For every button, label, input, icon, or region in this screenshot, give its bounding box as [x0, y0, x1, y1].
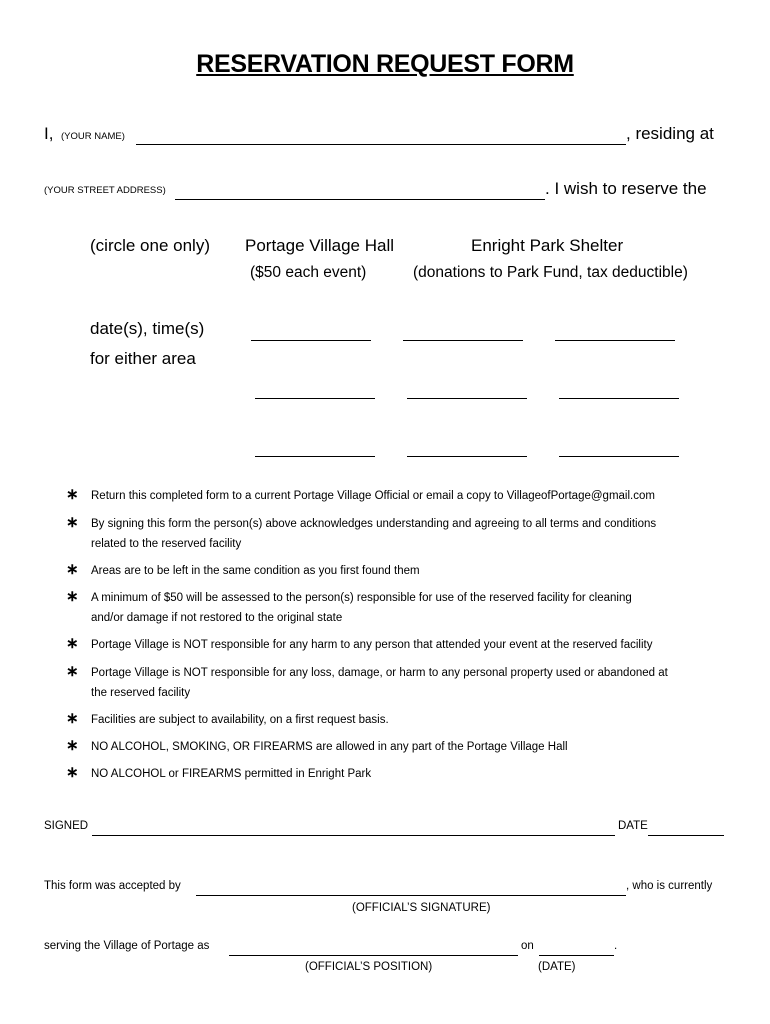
bullet-icon: ∗ [66, 588, 79, 605]
bullet-icon: ∗ [66, 663, 79, 680]
address-label: (YOUR STREET ADDRESS) [44, 185, 166, 196]
official-position-caption: (OFFICIAL’S POSITION) [305, 961, 433, 973]
rule-item: Return this completed form to a current Portage Village Official or email a copy to VillageofPortage@gmail.com [91, 490, 655, 502]
dates-label: date(s), time(s) [90, 319, 205, 338]
bullet-icon: ∗ [66, 514, 79, 531]
bullet-icon: ∗ [66, 764, 79, 781]
date-field[interactable] [559, 397, 679, 399]
on-text: on [521, 940, 534, 952]
date-field[interactable] [555, 339, 675, 341]
dates-label-2: for either area [90, 349, 196, 368]
official-signature-field[interactable] [196, 894, 626, 896]
name-field[interactable] [136, 143, 626, 145]
accepted-prefix: This form was accepted by [44, 880, 181, 892]
name-prefix: I, [44, 124, 54, 143]
signed-date-field[interactable] [648, 834, 724, 836]
signed-label: SIGNED [44, 820, 89, 832]
circle-one-instruction: (circle one only) [90, 236, 210, 255]
signature-field[interactable] [92, 834, 615, 836]
date-field[interactable] [255, 455, 375, 457]
bullet-icon: ∗ [66, 710, 79, 727]
period-text: . [614, 940, 618, 952]
form-title: RESERVATION REQUEST FORM [196, 50, 574, 78]
rule-item: Portage Village is NOT responsible for any harm to any person that attended your event at the reserved facility [91, 639, 653, 651]
bullet-icon: ∗ [66, 561, 79, 578]
rule-item: By signing this form the person(s) above acknowledges understanding and agreeing to all terms and conditions related to the reserved facility [91, 518, 657, 550]
accepted-suffix: , who is currently [626, 880, 713, 892]
rule-item: NO ALCOHOL or FIREARMS permitted in Enright Park [91, 768, 372, 780]
shelter-option[interactable]: Enright Park Shelter [471, 236, 624, 255]
rule-item: Areas are to be left in the same condition as you first found them [91, 565, 420, 577]
date-field[interactable] [559, 455, 679, 457]
date-caption: (DATE) [538, 961, 576, 973]
hall-fee: ($50 each event) [250, 264, 367, 281]
date-field[interactable] [403, 339, 523, 341]
rule-item: Portage Village is NOT responsible for any loss, damage, or harm to any personal property used or abandoned at the reserved facility [91, 667, 668, 699]
date-label: DATE [618, 820, 648, 832]
name-label: (YOUR NAME) [61, 131, 125, 142]
date-field[interactable] [407, 397, 527, 399]
official-position-field[interactable] [229, 954, 518, 956]
official-date-field[interactable] [539, 954, 614, 956]
residing-text: , residing at [626, 124, 714, 143]
date-field[interactable] [255, 397, 375, 399]
address-field[interactable] [175, 198, 545, 200]
serving-prefix: serving the Village of Portage as [44, 940, 210, 952]
rule-item: A minimum of $50 will be assessed to the person(s) responsible for use of the reserved facility for cleaning and/or damage if not restored to the original state [91, 592, 632, 624]
rule-item: Facilities are subject to availability, on a first request basis. [91, 714, 389, 726]
bullet-icon: ∗ [66, 737, 79, 754]
rule-item: NO ALCOHOL, SMOKING, OR FIREARMS are allowed in any part of the Portage Village Hall [91, 741, 568, 753]
official-signature-caption: (OFFICIAL’S SIGNATURE) [352, 902, 491, 914]
hall-option[interactable]: Portage Village Hall [245, 236, 394, 255]
bullet-icon: ∗ [66, 635, 79, 652]
bullet-icon: ∗ [66, 486, 79, 503]
reserve-text: . I wish to reserve the [545, 179, 707, 198]
date-field[interactable] [251, 339, 371, 341]
shelter-fee: (donations to Park Fund, tax deductible) [413, 264, 688, 281]
date-field[interactable] [407, 455, 527, 457]
